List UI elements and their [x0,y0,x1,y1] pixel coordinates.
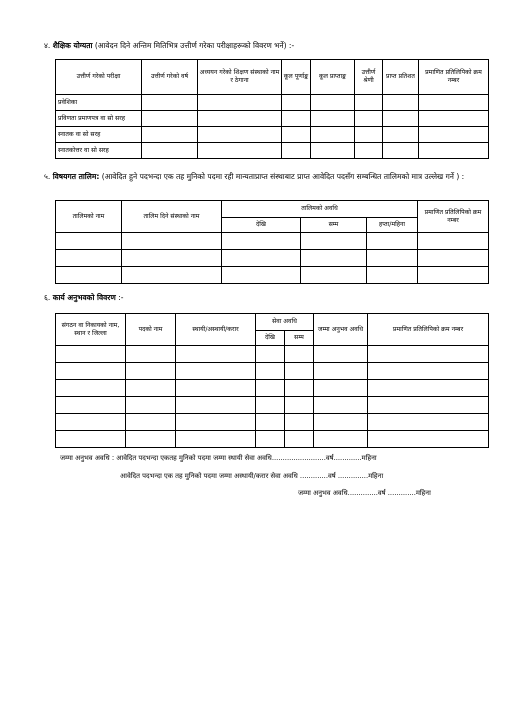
header-training-org: तालिम दिने संस्थाको नाम [122,201,222,233]
cell[interactable] [285,414,314,431]
table-row [56,143,489,159]
cell[interactable] [176,397,256,414]
cell[interactable] [314,414,368,431]
section-number: ५. [44,172,51,181]
row-label: स्नातक वा सो सरह [56,127,142,143]
cell[interactable] [56,431,126,448]
cell[interactable] [419,127,489,143]
cell[interactable] [355,127,383,143]
header-year: उत्तीर्ण गरेको वर्ष [142,60,198,95]
cell[interactable] [126,431,176,448]
cell[interactable] [383,143,419,159]
table-row [56,380,489,397]
education-table [55,59,489,159]
cell[interactable] [176,431,256,448]
cell[interactable] [367,233,418,250]
cell[interactable] [419,95,489,111]
cell[interactable] [301,250,367,267]
cell[interactable] [56,267,122,284]
cell[interactable] [122,267,222,284]
cell[interactable] [142,127,198,143]
cell[interactable] [301,233,367,250]
cell[interactable] [285,346,314,363]
cell[interactable] [367,250,418,267]
header-obtained-marks: कूल प्राप्ताङ्क [311,60,355,95]
cell[interactable] [126,363,176,380]
cell[interactable] [282,143,311,159]
cell[interactable] [256,397,285,414]
cell[interactable] [418,233,489,250]
cell[interactable] [285,363,314,380]
education-section-title [44,40,484,51]
cell[interactable] [222,250,301,267]
cell[interactable] [368,363,489,380]
section-heading: विषयगत तालिम: [52,172,100,181]
cell[interactable] [256,414,285,431]
section-note: (आवेदन दिने अन्तिम मितिभित्र उत्तीर्ण गरेका परीक्षाहरूको विवरण भर्ने) :- [92,41,295,50]
training-section-title [44,171,490,182]
cell[interactable] [311,127,355,143]
summary-line-3: जम्मा अनुभव अवधि..............वर्ष .............महिना [298,489,431,497]
header-certificate-no: प्रमाणित प्रतिलिपिको क्रम नम्बर [368,314,489,346]
cell[interactable] [311,143,355,159]
row-label: स्नातकोत्तर वा सो सरह [56,143,142,159]
section-number: ४. [44,41,51,50]
cell[interactable] [311,95,355,111]
cell[interactable] [285,380,314,397]
header-organization: संगठन वा निकायको नाम, स्थान र जिल्ला [56,314,126,346]
summary-label: जम्मा अनुभव अवधि : [60,454,115,462]
cell[interactable] [282,127,311,143]
row-label: प्रवेशिका [56,95,142,111]
table-header-row [56,60,489,95]
cell[interactable] [198,127,282,143]
cell[interactable] [56,346,126,363]
table-row [56,95,489,111]
section-note: :- [115,293,124,302]
cell[interactable] [222,233,301,250]
cell[interactable] [142,143,198,159]
cell[interactable] [126,397,176,414]
header-training-duration: तालिमको अवधि [222,201,418,218]
header-from: देखि [256,331,285,346]
summary-line-1 [60,453,377,463]
table-header-row [56,314,489,331]
cell[interactable] [368,397,489,414]
row-label: प्रविणता प्रमाणपत्र वा सो सरह [56,111,142,127]
cell[interactable] [56,250,122,267]
cell[interactable] [368,414,489,431]
cell[interactable] [198,111,282,127]
cell[interactable] [56,363,126,380]
table-row [56,250,489,267]
table-row [56,127,489,143]
cell[interactable] [355,95,383,111]
cell[interactable] [368,380,489,397]
cell[interactable] [314,431,368,448]
cell[interactable] [418,267,489,284]
header-division: उत्तीर्ण श्रेणी [355,60,383,95]
cell[interactable] [285,431,314,448]
cell[interactable] [122,250,222,267]
table-row [56,233,489,250]
header-institution: अध्ययन गरेको शिक्षण संस्थाको नाम र ठेगाना [198,60,282,95]
table-row [56,431,489,448]
cell[interactable] [256,431,285,448]
cell[interactable] [418,250,489,267]
cell[interactable] [314,346,368,363]
header-training-name: तालिमको नाम [56,201,122,233]
cell[interactable] [176,363,256,380]
experience-table [55,313,489,448]
header-from: देखि [222,218,301,233]
cell[interactable] [256,380,285,397]
header-to: सम्म [301,218,367,233]
cell[interactable] [285,397,314,414]
cell[interactable] [56,397,126,414]
cell[interactable] [314,380,368,397]
cell[interactable] [142,111,198,127]
header-to: सम्म [285,331,314,346]
section-heading: कार्य अनुभवको विवरण [52,293,116,302]
cell[interactable] [355,111,383,127]
cell[interactable] [368,346,489,363]
section-note: (आवेदित हुने पदभन्दा एक तह मुनिको पदमा रही मान्यताप्राप्त संस्थाबाट प्राप्त आवेदित पदसँग सम्बन्धित तालिमको मात्र उल्लेख गर्ने ) : [99,172,465,181]
header-weeks-months: हप्ता/महिना [367,218,418,233]
table-row [56,414,489,431]
cell[interactable] [355,143,383,159]
cell[interactable] [176,414,256,431]
cell[interactable] [56,414,126,431]
header-full-marks: कूल पूर्णाङ्क [282,60,311,95]
cell[interactable] [383,127,419,143]
cell[interactable] [282,111,311,127]
section-number: ६. [44,293,51,302]
cell[interactable] [383,95,419,111]
cell[interactable] [222,267,301,284]
summary-line-2: आवेदित पदभन्दा एक तह मुनिको पदमा जम्मा अस्थायी/करार सेवा अवधि .............वर्ष ..............महिना [120,472,384,480]
cell[interactable] [301,267,367,284]
experience-section-title [44,292,484,303]
cell[interactable] [282,95,311,111]
cell[interactable] [314,363,368,380]
header-post: पदको नाम [126,314,176,346]
header-percentage: प्राप्त प्रतिशत [383,60,419,95]
header-certificate-no: प्रमाणित प्रतिलिपिको क्रम नम्बर [418,201,489,233]
cell[interactable] [122,233,222,250]
table-row [56,397,489,414]
header-service-period: सेवा अवधि [256,314,314,331]
cell[interactable] [198,95,282,111]
header-exam: उत्तीर्ण गरेको परीक्षा [56,60,142,95]
cell[interactable] [126,414,176,431]
table-header-row [56,201,489,218]
section-heading: शैक्षिक योग्यता [52,41,93,50]
table-row [56,111,489,127]
header-employment-type: स्थायी/अस्थायी/करार [176,314,256,346]
cell[interactable] [383,111,419,127]
cell[interactable] [419,143,489,159]
cell[interactable] [256,346,285,363]
cell[interactable] [367,267,418,284]
cell[interactable] [311,111,355,127]
cell[interactable] [419,111,489,127]
cell[interactable] [56,380,126,397]
cell[interactable] [126,346,176,363]
cell[interactable] [198,143,282,159]
cell[interactable] [142,95,198,111]
cell[interactable] [368,431,489,448]
cell[interactable] [256,363,285,380]
training-table [55,200,489,284]
table-row [56,267,489,284]
cell[interactable] [314,397,368,414]
cell[interactable] [176,380,256,397]
summary-permanent-service: आवेदित पदभन्दा एकतह मुनिको पदमा जम्मा स्थायी सेवा अवधि.........................वर्ष.............महिना [116,454,377,462]
cell[interactable] [176,346,256,363]
cell[interactable] [126,380,176,397]
table-row [56,363,489,380]
header-certificate-no: प्रमाणित प्रतिलिपिको क्रम नम्बर [419,60,489,95]
cell[interactable] [56,233,122,250]
header-total-experience: जम्मा अनुभव अवधि [314,314,368,346]
table-row [56,346,489,363]
